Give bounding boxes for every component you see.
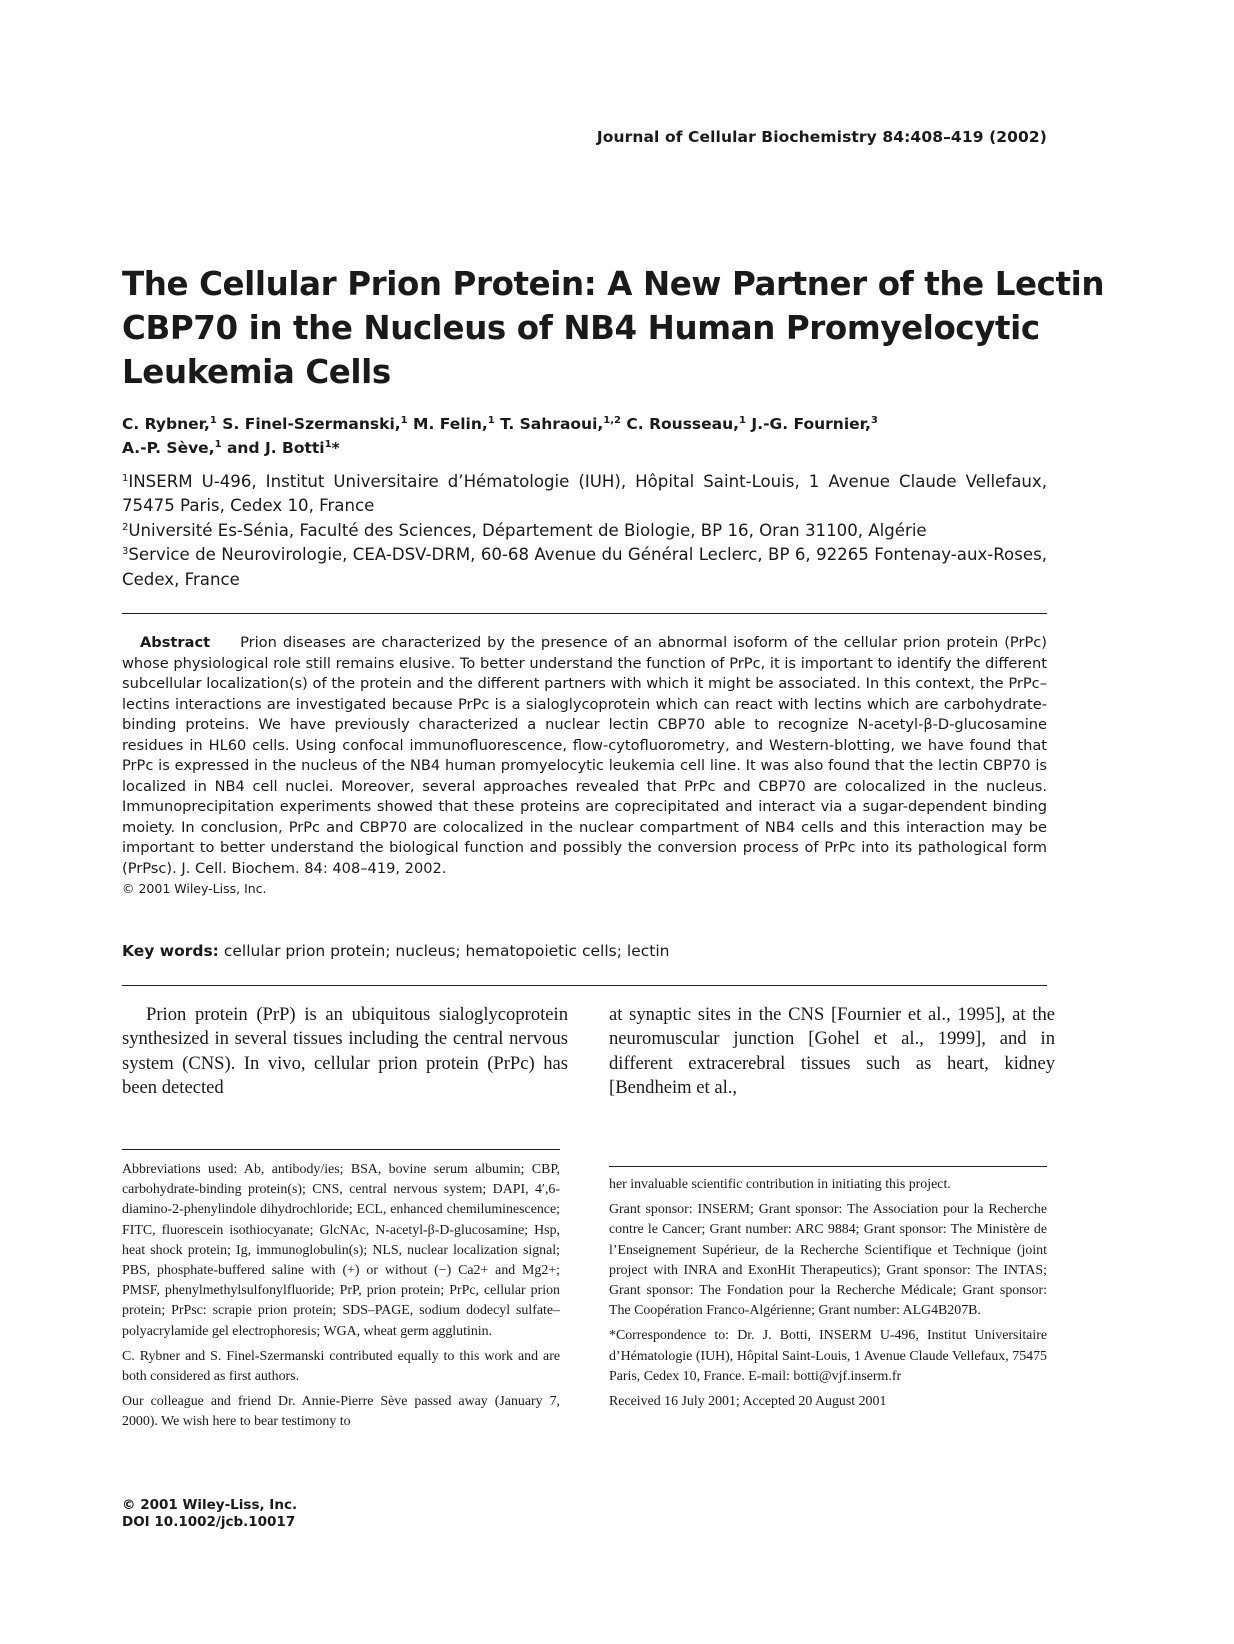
- author: and J. Botti$^1$*: [226, 439, 340, 457]
- footnote-correspondence: *Correspondence to: Dr. J. Botti, INSERM U-496, Institut Universitaire d’Hématologie (IUH), Hôpital Saint-Louis, 1 Avenue Claude Vellefaux, 75475 Paris, Cedex 10, France. E-mail: botti@vjf.inserm.fr: [609, 1328, 1047, 1384]
- affiliations: [122, 470, 1047, 592]
- footnote-divider: [609, 1166, 1047, 1167]
- footnote-memorial: Our colleague and friend Dr. Annie-Pierre Sève passed away (January 7, 2000). We wish here to bear testimony to: [122, 1394, 560, 1430]
- body-column-left: Prion protein (PrP) is an ubiquitous sialoglycoprotein synthesized in several tissues including the central nervous system (CNS). In vivo, cellular prion protein (PrPc) has been detected: [122, 1004, 568, 1098]
- author: S. Finel-Szermanski,$^1$: [222, 415, 408, 433]
- footnotes-right: [609, 1175, 1047, 1417]
- journal-citation: Journal of Cellular Biochemistry 84:408–419 (2002): [596, 128, 1047, 146]
- abstract-text: Prion diseases are characterized by the presence of an abnormal isoform of the cellular prion protein (PrPc) whose physiological role still remains elusive. To better understand the function of PrPc, it is important to identify the different subcellular localization(s) of the protein and the different partners with which it might be associated. In this context, the PrPc–lectins interactions are investigated because PrPc is a sialoglycoprotein which can react with lectins which are carbohydrate-binding proteins. We have previously characterized a nuclear lectin CBP70 able to recognize N-acetyl-β-D-glucosamine residues in HL60 cells. Using confocal immunofluorescence, flow-cytofluorometry, and Western-blotting, we have found that PrPc is expressed in the nucleus of the NB4 human promyelocytic leukemia cell line. It was also found that the lectin CBP70 is localized in NB4 cell nuclei. Moreover, several approaches revealed that PrPc and CBP70 are colocalized in the nucleus. Immunoprecipitation experiments showed that these proteins are coprecipitated and interact via a sugar-dependent binding moiety. In conclusion, PrPc and CBP70 are colocalized in the nuclear compartment of NB4 cells and this interaction may be important to better understand the biological function and possibly the conversion process of PrPc into its pathological form (PrPsc). J. Cell. Biochem. 84: 408–419, 2002.: [122, 634, 1047, 877]
- keywords-text: cellular prion protein; nucleus; hematopoietic cells; lectin: [223, 942, 670, 960]
- abstract-label: Abstract: [140, 634, 211, 651]
- footnote-abbreviations: Abbreviations used: Ab, antibody/ies; BSA, bovine serum albumin; CBP, carbohydrate-binding protein(s); CNS, central nervous system; DAPI, 4′,6-diamino-2-phenylindole dihydrochloride; ECL, enhanced chemiluminescence; FITC, fluorescein isothiocyanate; GlcNAc, N-acetyl-β-D-glucosamine; Hsp, heat shock protein; Ig, immunoglobulin(s); NLS, nuclear localization signal; PBS, phosphate-buffered saline with (+) or without (−) Ca2+ and Mg2+; PMSF, phenylmethylsulfonylfluoride; PrP, prion protein; PrPc, cellular prion protein; PrPsc: scrapie prion protein; SDS–PAGE, sodium dodecyl sulfate–polyacrylamide gel electrophoresis; WGA, wheat germ agglutinin.: [122, 1162, 560, 1339]
- author: A.-P. Sève,$^1$: [122, 439, 222, 457]
- body-column-right: at synaptic sites in the CNS [Fournier et al., 1995], at the neuromuscular junction [Gohel et al., 1999], and in different extracerebral tissues such as heart, kidney [Bendheim et al.,: [609, 1004, 1055, 1098]
- title-line: Leukemia Cells: [122, 353, 391, 391]
- author: T. Sahraoui,$^{1,2}$: [500, 415, 622, 433]
- footnote-memorial-cont: her invaluable scientific contribution in initiating this project.: [609, 1177, 951, 1192]
- article-title: [122, 262, 1105, 394]
- author: C. Rybner,$^1$: [122, 415, 217, 433]
- title-line: CBP70 in the Nucleus of NB4 Human Promyelocytic: [122, 309, 1040, 347]
- author: M. Felin,$^1$: [413, 415, 495, 433]
- author: J.-G. Fournier,$^3$: [751, 415, 878, 433]
- footnote-divider: [122, 1149, 560, 1150]
- abstract: [122, 633, 1047, 900]
- title-line: The Cellular Prion Protein: A New Partner of the Lectin: [122, 265, 1105, 303]
- keywords: [122, 942, 1047, 960]
- affiliation: $^3$Service de Neurovirologie, CEA-DSV-DRM, 60-68 Avenue du Général Leclerc, BP 6, 92265 Fontenay-aux-Roses, Cedex, France: [122, 545, 1047, 589]
- footnote-equal-contribution: C. Rybner and S. Finel-Szermanski contributed equally to this work and are both considered as first authors.: [122, 1348, 560, 1385]
- section-divider: [122, 985, 1047, 986]
- publisher-copyright: © 2001 Wiley-Liss, Inc.: [122, 1497, 298, 1513]
- author: C. Rousseau,$^1$: [626, 415, 747, 433]
- publisher-block: [122, 1497, 297, 1531]
- section-divider: [122, 613, 1047, 614]
- author-line: [122, 436, 1082, 460]
- doi: DOI 10.1002/jcb.10017: [122, 1514, 296, 1530]
- affiliation: $^2$Université Es-Sénia, Faculté des Sciences, Département de Biologie, BP 16, Oran 31100, Algérie: [122, 520, 927, 540]
- footnote-grants: Grant sponsor: INSERM; Grant sponsor: The Association pour la Recherche contre le Cancer; Grant number: ARC 9884; Grant sponsor: The Ministère de l’Enseignement Supérieur, de la Recherche Scientifique et Technique (joint project with INRA and ExonHit Therapeutics); Grant sponsor: The INTAS; Grant sponsor: The Fondation pour la Recherche Médicale; Grant sponsor: The Coopération Franco-Algérienne; Grant number: ALG4B207B.: [609, 1202, 1047, 1319]
- footnote-received: Received 16 July 2001; Accepted 20 August 2001: [609, 1394, 887, 1410]
- author-line: [122, 412, 1082, 436]
- footnotes-left: [122, 1160, 560, 1438]
- affiliation: $^1$INSERM U-496, Institut Universitaire d’Hématologie (IUH), Hôpital Saint-Louis, 1 Avenue Claude Vellefaux, 75475 Paris, Cedex 10, France: [122, 472, 1047, 516]
- author-list: [122, 412, 1082, 460]
- abstract-copyright: © 2001 Wiley-Liss, Inc.: [122, 881, 267, 896]
- keywords-label: Key words:: [122, 942, 219, 960]
